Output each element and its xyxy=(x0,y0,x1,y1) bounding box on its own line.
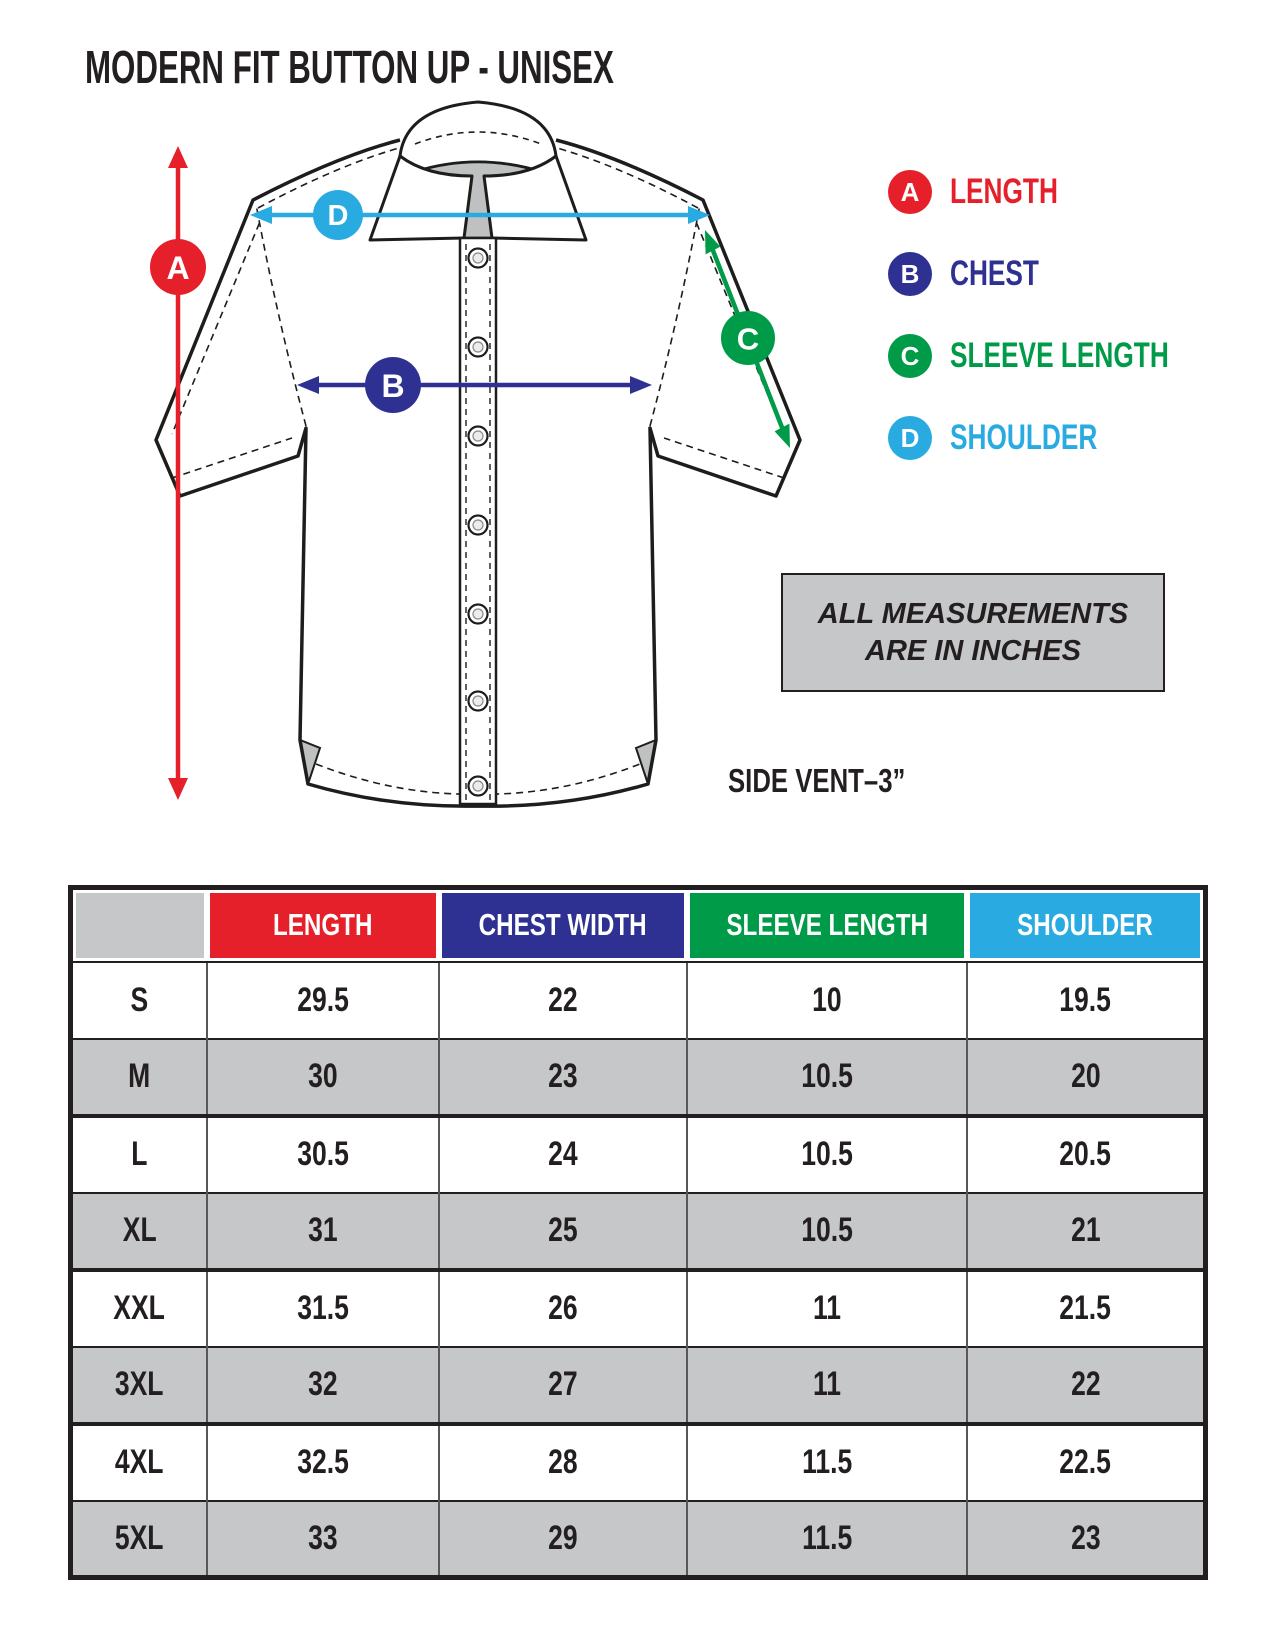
value-cell: 22 xyxy=(439,962,686,1039)
size-cell: XXL xyxy=(71,1270,207,1347)
legend-item-length xyxy=(888,170,1242,214)
marker-c-badge: C xyxy=(736,321,760,357)
legend-badge: D xyxy=(888,416,932,460)
size-cell: 3XL xyxy=(71,1347,207,1424)
column-header-chest-width: CHEST WIDTH xyxy=(439,888,686,962)
legend-badge: B xyxy=(888,252,932,296)
column-header-sleeve-length: SLEEVE LENGTH xyxy=(687,888,967,962)
table-row-xxl xyxy=(71,1270,1206,1347)
table-row-l xyxy=(71,1116,1206,1193)
legend-badge: C xyxy=(888,334,932,378)
value-cell: 10 xyxy=(687,962,967,1039)
value-cell: 10.5 xyxy=(687,1116,967,1193)
value-cell: 19.5 xyxy=(967,962,1205,1039)
value-cell: 11.5 xyxy=(687,1424,967,1501)
shirt-diagram xyxy=(68,88,888,848)
table-row-5xl xyxy=(71,1501,1206,1578)
value-cell: 11.5 xyxy=(687,1501,967,1578)
value-cell: 11 xyxy=(687,1270,967,1347)
size-cell: 4XL xyxy=(71,1424,207,1501)
value-cell: 31.5 xyxy=(207,1270,440,1347)
size-cell: L xyxy=(71,1116,207,1193)
size-cell: M xyxy=(71,1039,207,1116)
legend-label: CHEST xyxy=(950,254,1039,293)
legend-label: SLEEVE LENGTH xyxy=(950,336,1169,375)
value-cell: 25 xyxy=(439,1193,686,1270)
measurements-note xyxy=(781,573,1165,692)
legend-label: LENGTH xyxy=(950,172,1058,211)
table-row-s xyxy=(71,962,1206,1039)
note-line1: ALL MEASUREMENTS xyxy=(817,598,1129,631)
measurement-legend xyxy=(888,170,1242,460)
value-cell: 32.5 xyxy=(207,1424,440,1501)
table-row-3xl xyxy=(71,1347,1206,1424)
legend-item-sleeve-length xyxy=(888,334,1242,378)
value-cell: 29.5 xyxy=(207,962,440,1039)
legend-badge: A xyxy=(888,170,932,214)
value-cell: 30 xyxy=(207,1039,440,1116)
value-cell: 27 xyxy=(439,1347,686,1424)
value-cell: 20 xyxy=(967,1039,1205,1116)
column-header-length: LENGTH xyxy=(207,888,440,962)
value-cell: 28 xyxy=(439,1424,686,1501)
value-cell: 33 xyxy=(207,1501,440,1578)
value-cell: 11 xyxy=(687,1347,967,1424)
marker-b-badge: B xyxy=(381,368,405,404)
button-placket xyxy=(460,238,496,804)
value-cell: 10.5 xyxy=(687,1039,967,1116)
note-line2: ARE IN INCHES xyxy=(865,634,1081,667)
table-header-row xyxy=(71,888,1206,962)
value-cell: 20.5 xyxy=(967,1116,1205,1193)
size-cell: XL xyxy=(71,1193,207,1270)
table-row-m xyxy=(71,1039,1206,1116)
table-row-xl xyxy=(71,1193,1206,1270)
shirt-illustration xyxy=(156,102,800,806)
marker-d-badge: D xyxy=(327,200,349,232)
value-cell: 31 xyxy=(207,1193,440,1270)
table-row-4xl xyxy=(71,1424,1206,1501)
value-cell: 22.5 xyxy=(967,1424,1205,1501)
column-header-shoulder: SHOULDER xyxy=(967,888,1205,962)
legend-label: SHOULDER xyxy=(950,418,1098,457)
size-cell: S xyxy=(71,962,207,1039)
value-cell: 21 xyxy=(967,1193,1205,1270)
value-cell: 32 xyxy=(207,1347,440,1424)
value-cell: 29 xyxy=(439,1501,686,1578)
value-cell: 24 xyxy=(439,1116,686,1193)
legend-item-chest xyxy=(888,252,1242,296)
value-cell: 26 xyxy=(439,1270,686,1347)
value-cell: 10.5 xyxy=(687,1193,967,1270)
marker-a-badge: A xyxy=(166,250,190,286)
legend-item-shoulder xyxy=(888,416,1242,460)
value-cell: 30.5 xyxy=(207,1116,440,1193)
value-cell: 23 xyxy=(967,1501,1205,1578)
value-cell: 23 xyxy=(439,1039,686,1116)
column-header-size xyxy=(71,888,207,962)
value-cell: 22 xyxy=(967,1347,1205,1424)
size-cell: 5XL xyxy=(71,1501,207,1578)
collar xyxy=(370,102,586,240)
value-cell: 21.5 xyxy=(967,1270,1205,1347)
page-title: MODERN FIT BUTTON UP - UNISEX xyxy=(85,41,614,93)
side-vent-label: SIDE VENT–3” xyxy=(728,762,906,799)
size-table xyxy=(68,885,1208,1580)
